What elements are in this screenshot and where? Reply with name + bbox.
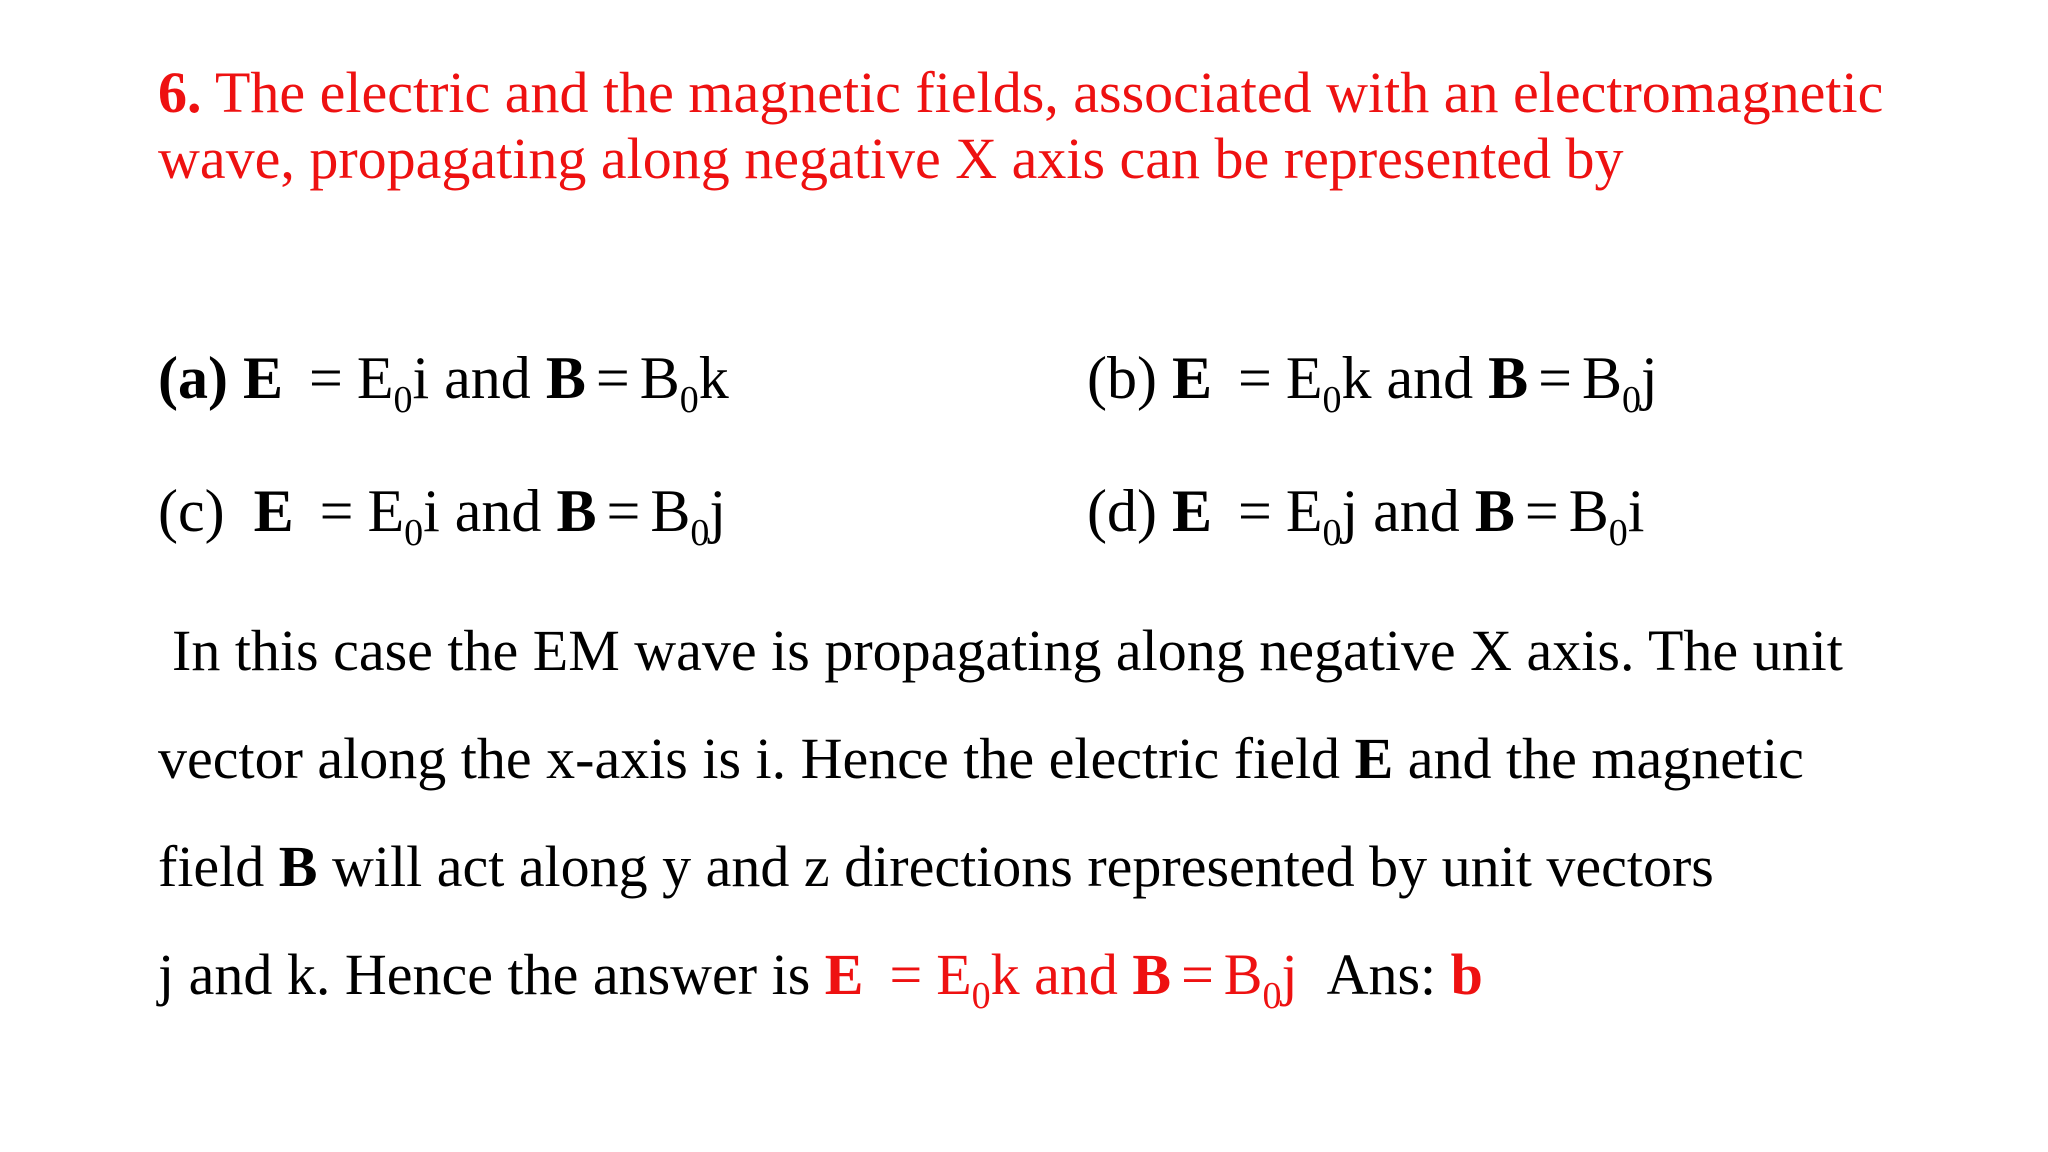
- amplitude-e: E: [936, 942, 972, 1007]
- magnetic-field-symbol: B: [1474, 478, 1515, 544]
- unit-vector: i: [412, 345, 430, 411]
- magnetic-field-symbol: B: [1132, 942, 1172, 1007]
- amplitude-e: E: [1285, 478, 1323, 544]
- conjunction: and: [1373, 478, 1460, 544]
- conjunction: and: [1034, 942, 1118, 1007]
- amplitude-b: B: [1582, 345, 1623, 411]
- equals-sign: =: [595, 345, 630, 411]
- subscript: 0: [1322, 512, 1342, 554]
- magnetic-field-symbol: B: [556, 478, 597, 544]
- text-segment: vector along the x-axis is i. Hence the electric field: [158, 726, 1341, 791]
- explanation-line-1: In this case the EM wave is propagating along negative X axis. The unit: [172, 618, 1843, 683]
- conjunction: and: [444, 345, 531, 411]
- subscript: 0: [1322, 379, 1342, 421]
- amplitude-b: B: [1568, 478, 1609, 544]
- explanation-line-2: [158, 705, 1958, 813]
- subscript: 0: [690, 512, 710, 554]
- electric-field-symbol: E: [242, 345, 283, 411]
- equals-sign: =: [1538, 345, 1573, 411]
- unit-vector: j: [1281, 942, 1298, 1007]
- magnetic-field-symbol: B: [1488, 345, 1529, 411]
- explanation-line-3: [158, 813, 1958, 921]
- electric-field-symbol: E: [1171, 345, 1212, 411]
- subscript: 0: [1608, 512, 1628, 554]
- option-c: [158, 475, 727, 554]
- option-label: (c): [158, 478, 225, 544]
- subscript: 0: [404, 512, 424, 554]
- unit-vector: j: [1341, 478, 1359, 544]
- answer-expression: [824, 942, 1298, 1017]
- option-label: (d): [1087, 478, 1157, 544]
- amplitude-b: B: [639, 345, 680, 411]
- unit-vector: i: [1627, 478, 1645, 544]
- amplitude-e: E: [367, 478, 405, 544]
- equals-sign: =: [606, 478, 641, 544]
- unit-vector: k: [1341, 345, 1372, 411]
- question-number: 6.: [158, 60, 202, 125]
- text-segment: will act along y and z directions represented by unit vectors: [331, 834, 1714, 899]
- electric-field-symbol: E: [1171, 478, 1212, 544]
- unit-vector: j: [709, 478, 727, 544]
- option-a: [158, 342, 729, 421]
- unit-vector: k: [698, 345, 729, 411]
- conjunction: and: [454, 478, 542, 544]
- subscript: 0: [1262, 975, 1282, 1017]
- amplitude-b: B: [1223, 942, 1263, 1007]
- amplitude-e: E: [356, 345, 394, 411]
- amplitude-b: B: [650, 478, 691, 544]
- option-label: (a): [158, 345, 228, 411]
- answer-value: b: [1450, 942, 1483, 1007]
- equals-sign: =: [889, 942, 923, 1007]
- unit-vector: j: [1641, 345, 1658, 411]
- text-segment: j and k. Hence the answer is: [158, 942, 811, 1007]
- answer-label: Ans:: [1326, 942, 1437, 1007]
- unit-vector: k: [990, 942, 1020, 1007]
- explanation-line-4: [158, 921, 1958, 1029]
- amplitude-e: E: [1285, 345, 1323, 411]
- subscript: 0: [679, 379, 699, 421]
- option-b: [1087, 342, 1658, 421]
- option-d: [1087, 475, 1645, 554]
- question-text: [158, 60, 1918, 192]
- unit-vector: i: [423, 478, 440, 544]
- text-segment: field: [158, 834, 265, 899]
- magnetic-field-symbol: B: [545, 345, 586, 411]
- electric-field-symbol: E: [1354, 726, 1394, 791]
- equals-sign: =: [309, 345, 343, 411]
- subscript: 0: [1622, 379, 1642, 421]
- equals-sign: =: [1238, 345, 1272, 411]
- electric-field-symbol: E: [824, 942, 864, 1007]
- equals-sign: =: [319, 478, 354, 544]
- electric-field-symbol: E: [253, 478, 294, 544]
- magnetic-field-symbol: B: [278, 834, 318, 899]
- conjunction: and: [1386, 345, 1474, 411]
- text-segment: and the magnetic: [1407, 726, 1804, 791]
- question-body: The electric and the magnetic fields, associated with an electromagnetic wave, propagating along negative X axis can be represented by: [158, 60, 1884, 191]
- explanation: [158, 597, 1958, 1029]
- subscript: 0: [971, 975, 991, 1017]
- equals-sign: =: [1181, 942, 1214, 1007]
- equals-sign: =: [1238, 478, 1272, 544]
- subscript: 0: [393, 379, 413, 421]
- option-label: (b): [1087, 345, 1157, 411]
- equals-sign: =: [1524, 478, 1559, 544]
